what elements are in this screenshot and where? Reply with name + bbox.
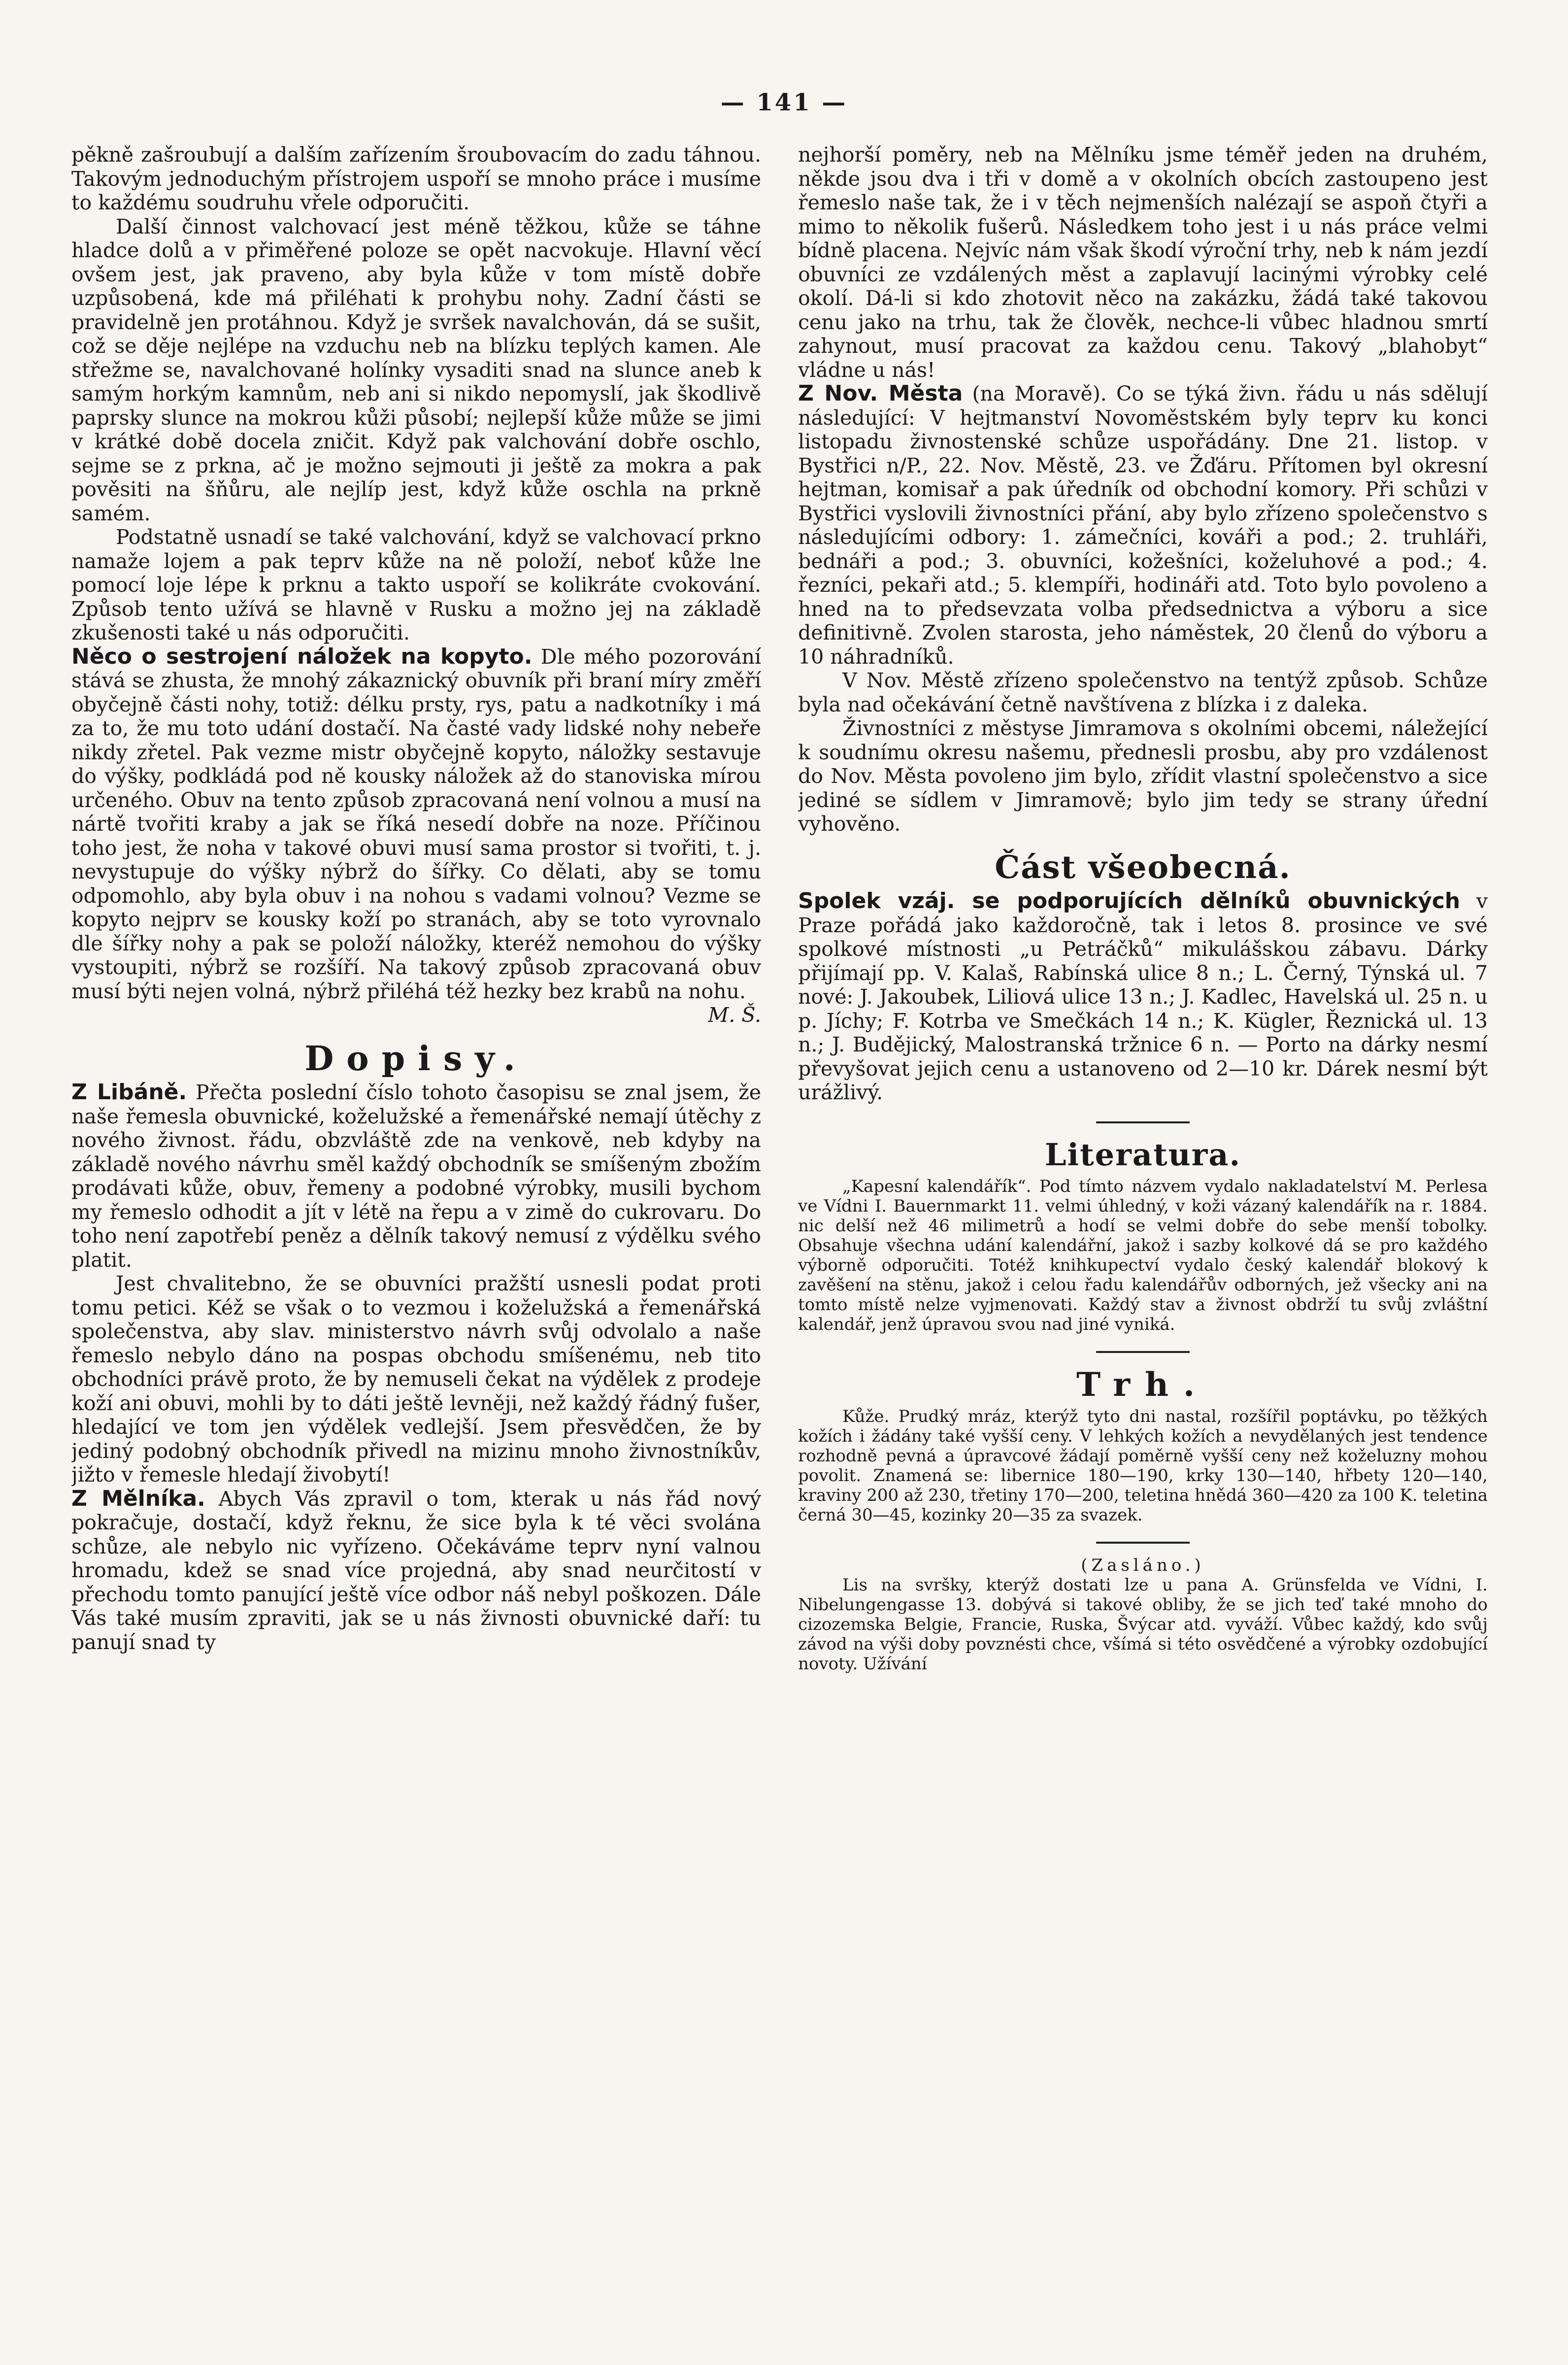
paragraph: „Kapesní kalendářík“. Pod tímto názvem vydalo nakladatelství M. Perlesa ve Vídni I. Bauernmarkt 11. velmi úhledný, v koži vázaný kalendářík na r. 1884. nic delší než 46 milimetrů a hodí se velmi dobře do sebe menší tobolky. Obsahuje všechna udání kalendářní, jakož i sazby kolkové dá se pro každého výborně odporučiti. Totéž knihkupectví vydalo český kalendář blokový k zavěšení na stěnu, jakož i celou řadu kalendářův odborných, jež všecky ani na tomto místě nelze vyjmenovati. Každý stav a živnost obdrží tu svůj zvláštní kalendář, jenž úpravou svou nad jiné vyniká.: [798, 1177, 1488, 1334]
paragraph: nejhorší poměry, neb na Mělníku jsme téměř jeden na druhém, někde jsou dva i tři v domě a v okolních obcích zastoupeno jest řemeslo naše tak, že i v těch nejmenších nalézají se aspoň čtyři a mimo to několik fušerů. Následkem toho jest i u nás práce velmi bídně placena. Nejvíc nám však škodí výroční trhy, neb k nám jezdí obuvníci ze vzdálených měst a zaplavují lacinými výrobky celé okolí. Dá-li si kdo zhotovit něco na zakázku, žádá také takovou cenu jako na trhu, tak že člověk, nechce-li vůbec hladnou smrtí zahynout, musí pracovat za každou cenu. Takový „blahobyt“ vládne u nás!: [798, 143, 1488, 382]
zaslano-label: (Zasláno.): [1081, 1555, 1205, 1575]
divider: [1096, 1542, 1190, 1544]
right-column: [798, 143, 1488, 2321]
section-title-literatura: Literatura.: [1044, 1136, 1241, 1173]
section-title-dopisy: Dopisy.: [304, 1039, 528, 1079]
paragraph: Živnostníci z městyse Jimramova s okolními obcemi, náležející k soudnímu okresu našemu, přednesli prosbu, aby pro vzdálenost do Nov. Města povoleno jim bylo, zřídit vlastní společenstvo a sice jediné se sídlem v Jimramově; bylo jim tedy se strany úřední vyhověno.: [798, 716, 1488, 836]
letter-body: Abych Vás zpravil o tom, kterak u nás řád nový pokračuje, dostačí, když řeknu, že sice byla k té věci svolána schůze, ale nebylo nic vyřízeno. Očekáváme teprv nyní valnou hromadu, kdež se snad více projedná, aby snad neurčitostí v přechodu tomto panující ještě více odbor náš nebyl poškozen. Dále Vás také musím zpraviti, jak se u nás živnosti obuvnické daří: tu panují snad ty: [71, 1487, 761, 1654]
letter-body: Přečta poslední číslo tohoto časopisu se znal jsem, že naše řemesla obuvnické, koželužské a řemenářské nemají útěchy z nového živnost. řádu, obzvláště zde na venkově, neb kdyby na základě nového návrhu směl každý obchodník se smíšeným zbožím prodávati kůže, obuv, řemeny a podobné výrobky, musili bychom my řemeslo odhodit a jít v létě na řepu a v zimě do cukrovaru. Do toho není zapotřebí peněz a dělník takový nemusí z výdělku svého platit.: [71, 1081, 761, 1272]
letter-nove-mesto: [798, 382, 1488, 669]
letter-heading: Z Mělníka.: [71, 1486, 205, 1511]
article-spolek: [798, 889, 1488, 1105]
section-title-cast-vseobecna: Část všeobecná.: [995, 848, 1291, 886]
paragraph: V Nov. Městě zřízeno společenstvo na tentýž způsob. Schůze byla nad očekávání četně navštívena z blízka i z daleka.: [798, 669, 1488, 716]
letter-heading: Z Libáně.: [71, 1080, 187, 1105]
left-column: [71, 143, 761, 2321]
section-title-trh: Trh.: [1076, 1365, 1210, 1404]
signature: M. Š.: [708, 1003, 761, 1027]
letter-melnik: [71, 1487, 761, 1655]
divider: [1096, 1351, 1190, 1353]
article-nalozky: [71, 645, 761, 1004]
page-number: — 141 —: [720, 89, 848, 116]
divider: [1096, 1121, 1190, 1123]
letter-body: (na Moravě). Co se týká živn. řádu u nás sdělují následující: V hejtmanství Novoměstském byly teprv ku konci listopadu živnostenské schůze uspořádány. Dne 21. listop. v Bystřici n/P., 22. Nov. Městě, 23. ve Žďáru. Přítomen byl okresní hejtman, komisař a pak úředník od obchodní komory. Při schůzi v Bystřici vyslovili živnostníci přání, aby bylo zřízeno společenstvo s následujícími odbory: 1. zámečníci, kováři a pod.; 2. truhláři, bednáři a pod.; 3. obuvníci, kožešníci, koželuhové a pod.; 4. řezníci, pekaři atd.; 5. klempíři, hodináři atd. Toto bylo povoleno a hned na to předsevzata volba předsednictva a výboru a sice definitivně. Zvolen starosta, jeho náměstek, 20 členů do výboru a 10 náhradníků.: [798, 382, 1488, 669]
paragraph: Jest chvalitebno, že se obuvníci pražští usnesli podat proti tomu petici. Kéž se však o to vezmou i koželužská a řemenářská společenstva, aby slav. ministerstvo návrh svůj odvolalo a naše řemeslo nebylo dáno na pospas obchodu smíšenému, neb tito obchodníci právě proto, že by nemuseli čekat na výdělek z prodeje koží ani obuvi, mohli by to dáti ještě levněji, než každý řádný fušer, hledající ve tom jen výdělek vedlejší. Jsem přesvědčen, že by jediný podobný obchodník přivedl na mizinu mnoho živnostníkův, jižto v řemesle hledají živobytí!: [71, 1272, 761, 1487]
paragraph: Podstatně usnadí se také valchování, když se valchovací prkno namaže lojem a pak teprv kůže na ně položí, neboť kůže lne pomocí loje lépe k prknu a takto uspoří se kolikráte cvokování. Způsob tento užívá se hlavně v Rusku a možno jej na základě zkušenosti také u nás odporučiti.: [71, 525, 761, 644]
paragraph: Další činnost valchovací jest méně těžkou, kůže se táhne hladce dolů a v přiměřené poloze se opět nacvokuje. Hlavní věcí ovšem jest, jak praveno, aby byla kůže v tom místě dobře uzpůsobená, kde má přiléhati k prohybu nohy. Zadní části se pravidelně jen protáhnou. Když je svršek navalchován, dá se sušit, což se děje nejlépe na vzduchu neb na blízku teplých kamen. Ale střežme se, navalchované holínky vysaditi snad na slunce aneb k samým horkým kamnům, neb ani si nikdo nepomyslí, jak škodlivě paprsky slunce na mokrou kůži působí; nejlepší kůže může se jimi v krátké době docela zničit. Když pak valchování dobře oschlo, sejme se z prkna, ač je možno sejmouti ji ještě za mokra a pak pověsiti na šňůru, ale nejlíp jest, když kůže oschla na prkně samém.: [71, 214, 761, 525]
paragraph: Lis na svršky, kterýž dostati lze u pana A. Grünsfelda ve Vídni, I. Nibelungengasse 13. dobývá si takové obliby, že se jich teď také mnoho do cizozemska Belgie, Francie, Ruska, Švýcar atd. vyváží. Vůbec každý, kdo svůj závod na výši doby povznésti chce, všímá si této osvědčené a výrobky ozdobující novoty. Užívání: [798, 1575, 1488, 1674]
paragraph: pěkně zašroubují a dalším zařízením šroubovacím do zadu táhnou. Takovým jednoduchým přístrojem uspoří se mnoho práce i musíme to každému soudruhu vřele odporučiti.: [71, 143, 761, 214]
letter-heading: Z Nov. Města: [798, 381, 963, 406]
paragraph: Kůže. Prudký mráz, kterýž tyto dni nastal, rozšířil poptávku, po těžkých kožích i žádány také vyšší ceny. V lehkých kožích a nevydělaných jest tendence rozhodně pevná a úpravcové žádají poměrně vyšší ceny než koželuzny mohou povolit. Znamená se: libernice 180—190, krky 130—140, hřbety 120—140, kraviny 200 až 230, třetiny 170—200, teletina hnědá 360—420 za 100 K. teletina černá 30—45, kozinky 20—35 za svazek.: [798, 1406, 1488, 1525]
article-body: Dle mého pozorování stává se zhusta, že mnohý zákaznický obuvník při braní míry změří obyčejně části nohy, totiž: délku prsty, rys, patu a nadkotníky i má za to, že mu toto udání dostačí. Na časté vady lidské nohy nebeře nikdy zřetel. Pak vezme mistr obyčejně kopyto, náložky sestavuje do výšky, podkládá pod ně kousky náložek až do stanoviska mírou určeného. Obuv na tento způsob zpracovaná není volnou a musí na nártě tvořiti kraby a jak se říká nesedí dobře na noze. Příčinou toho jest, že noha v takové obuvi musí sama prostor si tvořiti, t. j. nevystupuje do výšky nýbrž do šířky. Co dělati, aby se tomu odpomohlo, aby byla obuv i na nohou s vadami volnou? Vezme se kopyto nejprv se kousky koží po stranách, aby se toto vyrovnalo dle šířky nohy a pak se položí náložky, kteréž nemohou do výšky vystoupiti, nýbrž se rozšíří. Na takový způsob zpracovaná obuv musí býti nejen volná, nýbrž přiléhá též hezky bez krabů na nohu.: [71, 644, 761, 1003]
letter-libane: [71, 1081, 761, 1272]
article-body: v Praze pořádá jako každoročně, tak i letos 8. prosince ve své spolkové místnosti „u Petráčků“ mikulášskou zábavu. Dárky přijímají pp. V. Kalaš, Rabínská ulice 8 n.; L. Černý, Týnská ul. 7 nové: J. Jakoubek, Liliová ulice 13 n.; J. Kadlec, Havelská ul. 25 n. u p. Jíchy; F. Kotrba ve Smečkách 14 n.; K. Kügler, Řeznická ul. 13 n.; J. Budějický, Malostranská tržnice 6 n. — Porto na dárky nesmí převyšovat jejich cenu a ustanoveno od 2—10 kr. Dárek nesmí být urážlivý.: [798, 889, 1488, 1104]
article-heading: Něco o sestrojení náložek na kopyto.: [71, 643, 533, 669]
article-heading: Spolek vzáj. se podporujících dělníků obuvnických: [798, 888, 1461, 913]
